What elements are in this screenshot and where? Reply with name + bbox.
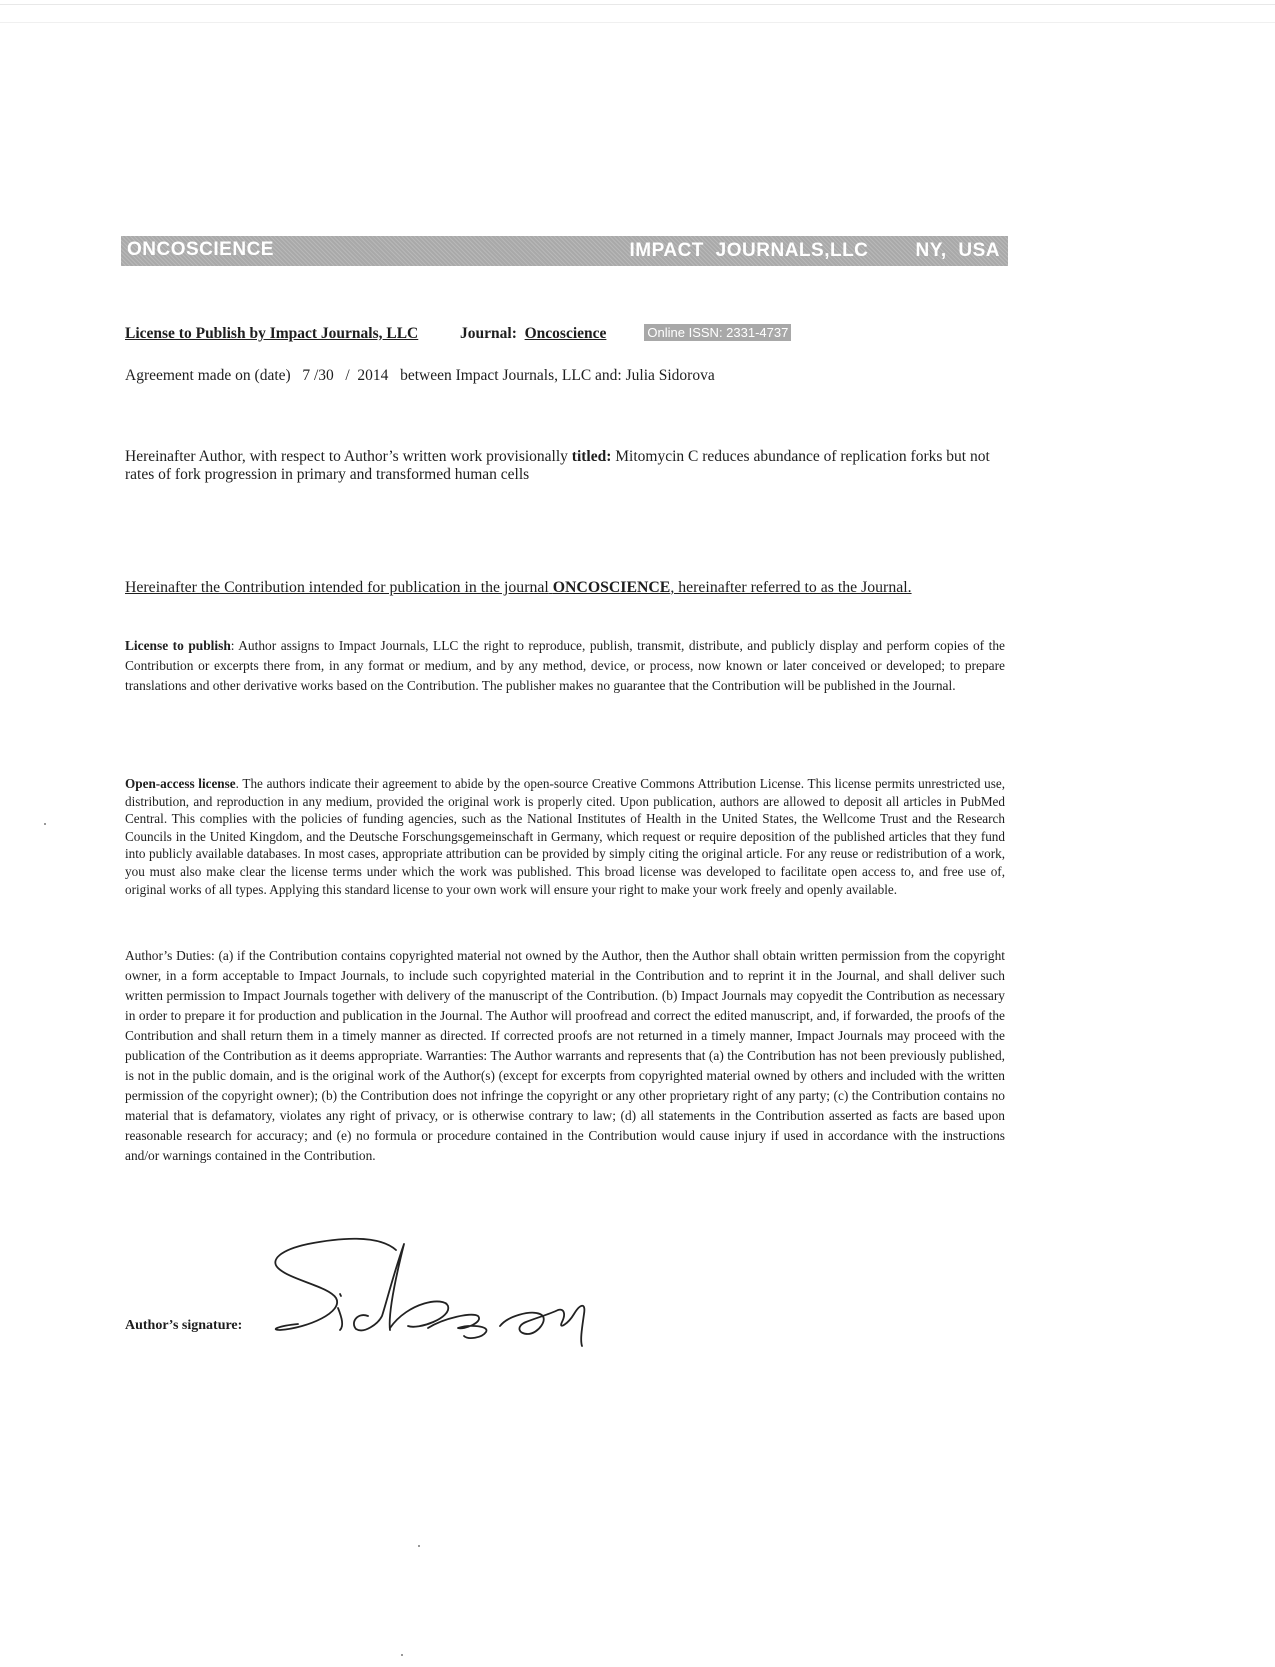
journal-name: ONCOSCIENCE: [127, 239, 274, 260]
agreement-date: 7 /30 / 2014: [302, 367, 389, 384]
license-to-publish-text: : Author assigns to Impact Journals, LLC the right to reproduce, publish, transmit, distribute, and publicly display and perform copies of the Contribution or excerpts there from, in any format or medium, and by any method, device, or process, now known or later conceived or developed; to prepare translations and other derivative works based on the Contribution. The publisher makes no guarantee that the Contribution will be published in the Journal.: [125, 638, 1005, 693]
work-prefix: Hereinafter Author, with respect to Author’s written work provisionally: [125, 448, 568, 465]
handwritten-signature: [268, 1232, 648, 1372]
scan-speck: [44, 823, 46, 825]
contribution-journal: ONCOSCIENCE: [552, 579, 671, 596]
journal-header-band: [121, 236, 1008, 266]
scan-artifact-line: [0, 4, 1275, 5]
publisher-info: [629, 240, 1000, 262]
signature-label: Author’s signature:: [125, 1318, 243, 1333]
journal-label: Journal:: [460, 325, 517, 342]
author-duties-paragraph: [125, 946, 1005, 1166]
license-title: License to Publish by Impact Journals, LLC: [125, 325, 419, 342]
contribution-suffix: , hereinafter referred to as the Journal.: [670, 579, 912, 596]
work-title-paragraph: [125, 448, 1005, 484]
open-access-text: . The authors indicate their agreement to abide by the open-source Creative Commons Attribution License. This license permits unrestricted use, distribution, and reproduction in any medium, provided the original work is properly cited. Upon publication, authors are allowed to deposit all articles in PubMed Central. This complies with the policies of funding agencies, such as the National Institutes of Health in the United States, the Wellcome Trust and the Research Councils in the United Kingdom, and the Deutsche Forschungsgemeinschaft in Germany, which request or require deposition of the published articles that they fund into publicly available databases. In most cases, appropriate attribution can be provided by simply citing the original article. For any reuse or redistribution of a work, you must also make clear the license terms under which the work was published. This broad license was developed to facilitate open access to, and free use of, original works of all types. Applying this standard license to your own work will ensure your right to make your work freely and openly available.: [125, 776, 1005, 897]
license-to-publish-paragraph: [125, 636, 1005, 696]
work-title: Mitomycin C reduces abundance of replication forks but not rates of fork progression in primary and transformed human cells: [125, 448, 990, 483]
issn-badge: Online ISSN: 2331-4737: [644, 324, 791, 341]
scan-speck: [401, 1654, 403, 1656]
contribution-prefix: Hereinafter the Contribution intended for publication in the journal: [125, 579, 549, 596]
publisher-name: IMPACT JOURNALS,LLC: [629, 240, 869, 261]
scan-speck: [418, 1545, 420, 1547]
titled-label: titled:: [571, 448, 612, 465]
license-title-line: [125, 324, 791, 343]
author-duties-text: Author’s Duties: (a) if the Contribution contains copyrighted material not owned by the Author, then the Author shall obtain written permission from the copyright owner, in a form acceptable to Impact Journals, to include such copyrighted material in the Contribution and to reprint it in the Journal, and shall deliver such written permission to Impact Journals together with delivery of the manuscript of the Contribution. (b) Impact Journals may copyedit the Contribution as necessary in order to prepare it for production and publication in the Journal. The Author will proofread and correct the edited manuscript, and, if forwarded, the proofs of the Contribution and shall return them in a timely manner as directed. If corrected proofs are not returned in a timely manner, Impact Journals may proceed with the publication of the Contribution as it deems appropriate. Warranties: The Author warrants and represents that (a) the Contribution has not been previously published, is not in the public domain, and is the original work of the Author(s) (except for excerpts from copyrighted material owned by others and included with the written permission of the copyright owner); (b) the Contribution does not infringe the copyright or any other proprietary right of any party; (c) the Contribution contains no material that is defamatory, violates any right of privacy, or is otherwise contrary to law; (d) all statements in the Contribution asserted as facts are based upon reasonable research for accuracy; and (e) no formula or procedure contained in the Contribution would cause injury if used in accordance with the instructions and/or warnings contained in the Contribution.: [125, 948, 1005, 1163]
open-access-paragraph: [125, 775, 1005, 898]
agreement-prefix: Agreement made on (date): [125, 367, 291, 384]
license-to-publish-label: License to publish: [125, 638, 231, 653]
agreement-line: [125, 367, 715, 385]
scan-artifact-line: [0, 22, 1275, 23]
contribution-line: [125, 579, 912, 597]
publisher-location: NY, USA: [915, 240, 1000, 261]
open-access-label: Open-access license: [125, 776, 236, 791]
agreement-between: between Impact Journals, LLC and:: [400, 367, 622, 384]
author-name: Julia Sidorova: [625, 367, 715, 384]
journal-value: Oncoscience: [524, 325, 607, 342]
